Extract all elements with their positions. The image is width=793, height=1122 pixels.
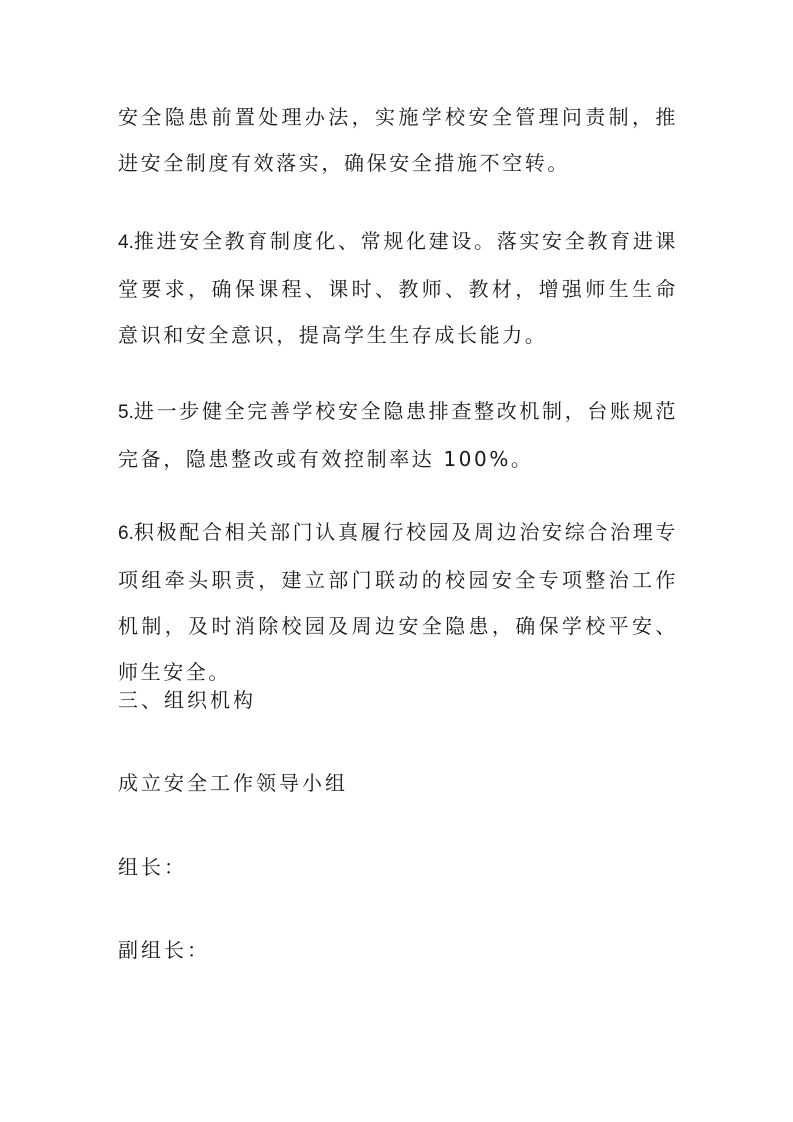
paragraph-item-4 <box>118 218 678 358</box>
paragraph-continuation <box>118 94 678 186</box>
list-number: 6. <box>118 523 134 544</box>
section-heading: 三、组织机构 <box>118 688 256 712</box>
paragraph-text: 安全隐患前置处理办法，实施学校安全管理问责制，推进安全制度有效落实，确保安全措施不空转。 <box>118 105 678 175</box>
leader-label: 组长： <box>118 855 187 879</box>
deputy-leader-label: 副组长： <box>118 938 210 962</box>
group-title: 成立安全工作领导小组 <box>118 771 348 795</box>
paragraph-item-5 <box>118 388 678 482</box>
paragraph-text: 积极配合相关部门认真履行校园及周边治安综合治理专项组牵头职责，建立部门联动的校园安全专项整治工作机制，及时消除校园及周边安全隐患，确保学校平安、师生安全。 <box>118 520 678 684</box>
paragraph-text: 进一步健全完善学校安全隐患排查整改机制，台账规范完备，隐患整改或有效控制率达 100%。 <box>118 399 678 471</box>
list-number: 5. <box>118 402 134 423</box>
paragraph-item-6 <box>118 509 678 695</box>
paragraph-text: 推进安全教育制度化、常规化建设。落实安全教育进课堂要求，确保课程、课时、教师、教材，增强师生生命意识和安全意识，提高学生生存成长能力。 <box>118 229 678 347</box>
list-number: 4. <box>118 232 134 253</box>
